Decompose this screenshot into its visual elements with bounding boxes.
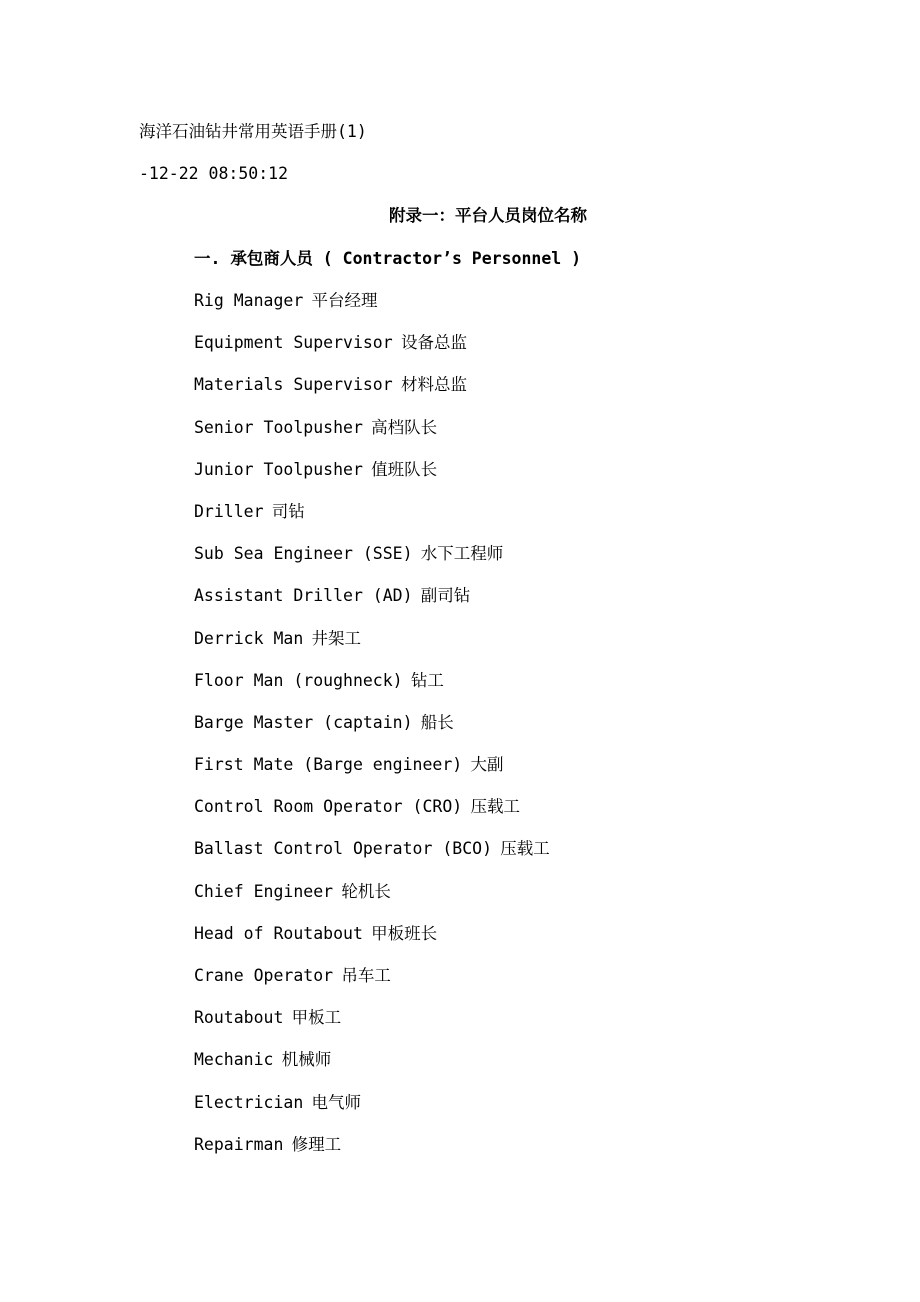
- role-item: [194, 1049, 550, 1091]
- role-english: Barge Master (captain): [194, 712, 413, 732]
- role-item: [194, 290, 550, 332]
- role-item: [194, 1092, 550, 1134]
- role-english: Materials Supervisor: [194, 375, 393, 395]
- role-english: Junior Toolpusher: [194, 459, 363, 479]
- role-chinese: 修理工: [291, 1134, 342, 1154]
- role-english: Ballast Control Operator (BCO): [194, 839, 493, 859]
- role-english: Floor Man (roughneck): [194, 670, 403, 690]
- role-chinese: 甲板工: [291, 1008, 342, 1028]
- role-chinese: 船长: [420, 712, 454, 732]
- role-list: [194, 290, 550, 1176]
- document-date: -12-22 08:50:12: [139, 164, 289, 183]
- role-item: [194, 628, 550, 670]
- role-item: [194, 754, 550, 796]
- role-english: Mechanic: [194, 1050, 274, 1070]
- role-item: [194, 1007, 550, 1049]
- role-item: [194, 838, 550, 880]
- role-chinese: 平台经理: [311, 291, 378, 310]
- role-english: Assistant Driller (AD): [194, 586, 413, 606]
- role-chinese: 副司钻: [420, 586, 471, 606]
- role-item: [194, 1134, 550, 1176]
- role-english: Derrick Man: [194, 628, 304, 648]
- role-item: [194, 670, 550, 712]
- role-chinese: 轮机长: [341, 881, 391, 901]
- role-item: [194, 543, 550, 585]
- role-item: [194, 501, 550, 543]
- role-english: Senior Toolpusher: [194, 417, 363, 437]
- role-chinese: 钻工: [410, 670, 444, 690]
- role-item: [194, 923, 550, 965]
- role-chinese: 吊车工: [341, 966, 391, 985]
- role-chinese: 材料总监: [400, 375, 467, 395]
- role-english: Repairman: [194, 1134, 284, 1154]
- role-item: [194, 374, 550, 416]
- role-english: Routabout: [194, 1008, 284, 1028]
- role-chinese: 水下工程师: [420, 544, 504, 564]
- role-english: Head of Routabout: [194, 923, 363, 943]
- role-item: [194, 585, 550, 627]
- role-chinese: 机械师: [281, 1050, 332, 1070]
- role-chinese: 甲板班长: [371, 923, 438, 943]
- role-chinese: 井架工: [311, 628, 362, 648]
- role-item: [194, 417, 550, 459]
- role-english: Equipment Supervisor: [194, 333, 393, 353]
- role-chinese: 大副: [470, 755, 504, 775]
- section-heading: 一. 承包商人员 ( Contractor’s Personnel ): [194, 249, 582, 268]
- role-chinese: 电气师: [311, 1092, 362, 1112]
- role-english: First Mate (Barge engineer): [194, 755, 463, 775]
- role-item: [194, 881, 550, 923]
- role-item: [194, 459, 550, 501]
- role-english: Control Room Operator (CRO): [194, 797, 463, 817]
- appendix-heading: 附录一：平台人员岗位名称: [389, 206, 587, 225]
- role-item: [194, 332, 550, 374]
- role-chinese: 设备总监: [400, 333, 467, 353]
- document-title: 海洋石油钻井常用英语手册(1): [139, 122, 367, 141]
- role-item: [194, 965, 550, 1007]
- role-chinese: 压载工: [500, 839, 550, 859]
- role-chinese: 高档队长: [371, 417, 438, 437]
- role-english: Electrician: [194, 1092, 304, 1112]
- role-item: [194, 712, 550, 754]
- role-chinese: 值班队长: [371, 459, 438, 479]
- role-chinese: 压载工: [470, 797, 520, 817]
- role-english: Rig Manager: [194, 291, 304, 310]
- role-english: Driller: [194, 501, 264, 521]
- role-english: Sub Sea Engineer (SSE): [194, 544, 413, 564]
- role-english: Crane Operator: [194, 966, 334, 985]
- role-english: Chief Engineer: [194, 881, 334, 901]
- role-item: [194, 796, 550, 838]
- role-chinese: 司钻: [271, 501, 305, 521]
